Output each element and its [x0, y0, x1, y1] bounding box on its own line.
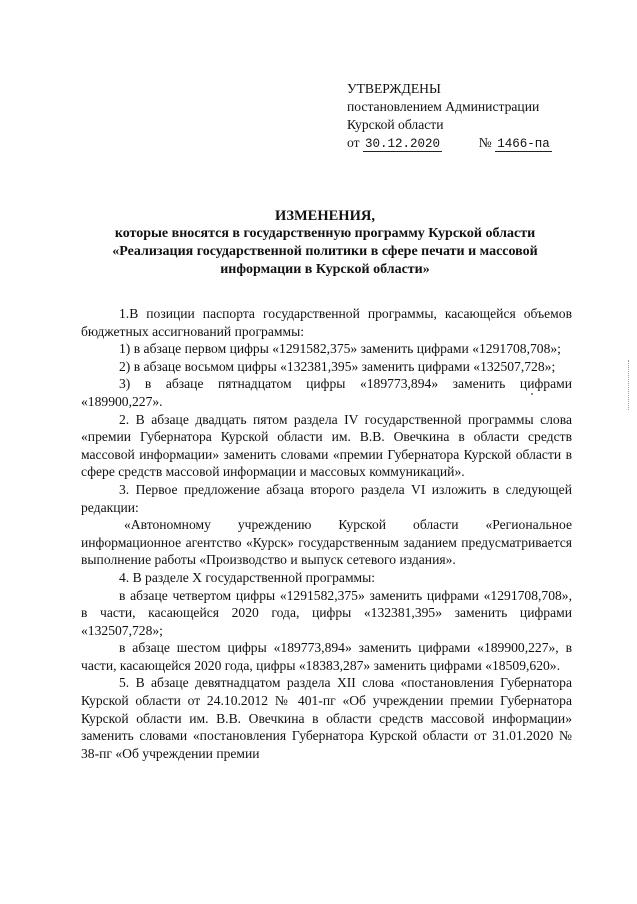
scan-speck [531, 393, 533, 395]
paragraph-3-quote: «Автономному учреждению Курской области «Региональное информационное агентство «Курск» государственным заданием предусматривается выполнение работы «Производство и выпуск сетевого издания». [81, 517, 572, 568]
paragraph-2: 2. В абзаце двадцать пятом раздела IV государственной программы слова «премии Губернатора Курской области им. В.В. Овечкина в области средств массовой информации» заменить словами «премии Губернатора Курской области в сфере средств массовой информации и массовых коммуникаций». [81, 411, 572, 480]
document-body [81, 305, 572, 762]
document-title [70, 207, 580, 279]
paragraph-5: 5. В абзаце девятнадцатом раздела XII слова «постановления Губернатора Курской области от 24.10.2012 № 401-пг «Об учреждении премии Губернатора Курской области им. В.В. Овечкина в области средств массовой информации» заменить словами «постановления Губернатора Курской области от 31.01.2020 № 38-пг «Об учреждении премии [81, 675, 572, 761]
paragraph-1: 1.В позиции паспорта государственной программы, касающейся объемов бюджетных ассигнований программы: [81, 306, 572, 339]
scan-margin-mark [628, 360, 635, 410]
approval-heading: УТВЕРЖДЕНЫ [347, 81, 441, 96]
paragraph-1-1: 1) в абзаце первом цифры «1291582,375» заменить цифрами «1291708,708»; [119, 341, 561, 357]
approval-region: Курской области [347, 117, 444, 132]
paragraph-4: 4. В разделе X государственной программы: [119, 569, 376, 585]
title-heading: ИЗМЕНЕНИЯ, [275, 208, 375, 224]
approval-date-line [347, 134, 607, 153]
title-line-2: которые вносятся в государственную программу Курской области [114, 226, 536, 241]
title-line-4: информации в Курской области» [220, 262, 430, 277]
paragraph-1-3: 3) в абзаце пятнадцатом цифры «189773,894» заменить цифрами «189900,227». [81, 376, 572, 409]
paragraph-4-1: в абзаце четвертом цифры «1291582,375» заменить цифрами «1291708,708», в части, касающейся 2020 года, цифры «132381,395» заменить цифрами «132507,728»; [81, 587, 572, 638]
paragraph-4-2: в абзаце шестом цифры «189773,894» заменить цифрами «189900,227», в части, касающейся 2020 года, цифры «18383,287» заменить цифрами «18509,620». [81, 640, 572, 673]
title-line-3: «Реализация государственной политики в сфере печати и массовой [112, 244, 538, 259]
approval-date: 30.12.2020 [364, 137, 440, 151]
paragraph-3: 3. Первое предложение абзаца второго раздела VI изложить в следующей редакции: [81, 481, 572, 515]
number-sign: № [478, 135, 492, 150]
approval-number: 1466-па [497, 137, 550, 151]
approval-resolution: постановлением Администрации [347, 99, 540, 114]
approval-block [347, 80, 607, 153]
date-prefix: от [347, 135, 360, 150]
paragraph-1-2: 2) в абзаце восьмом цифры «132381,395» заменить цифрами «132507,728»; [119, 358, 556, 374]
